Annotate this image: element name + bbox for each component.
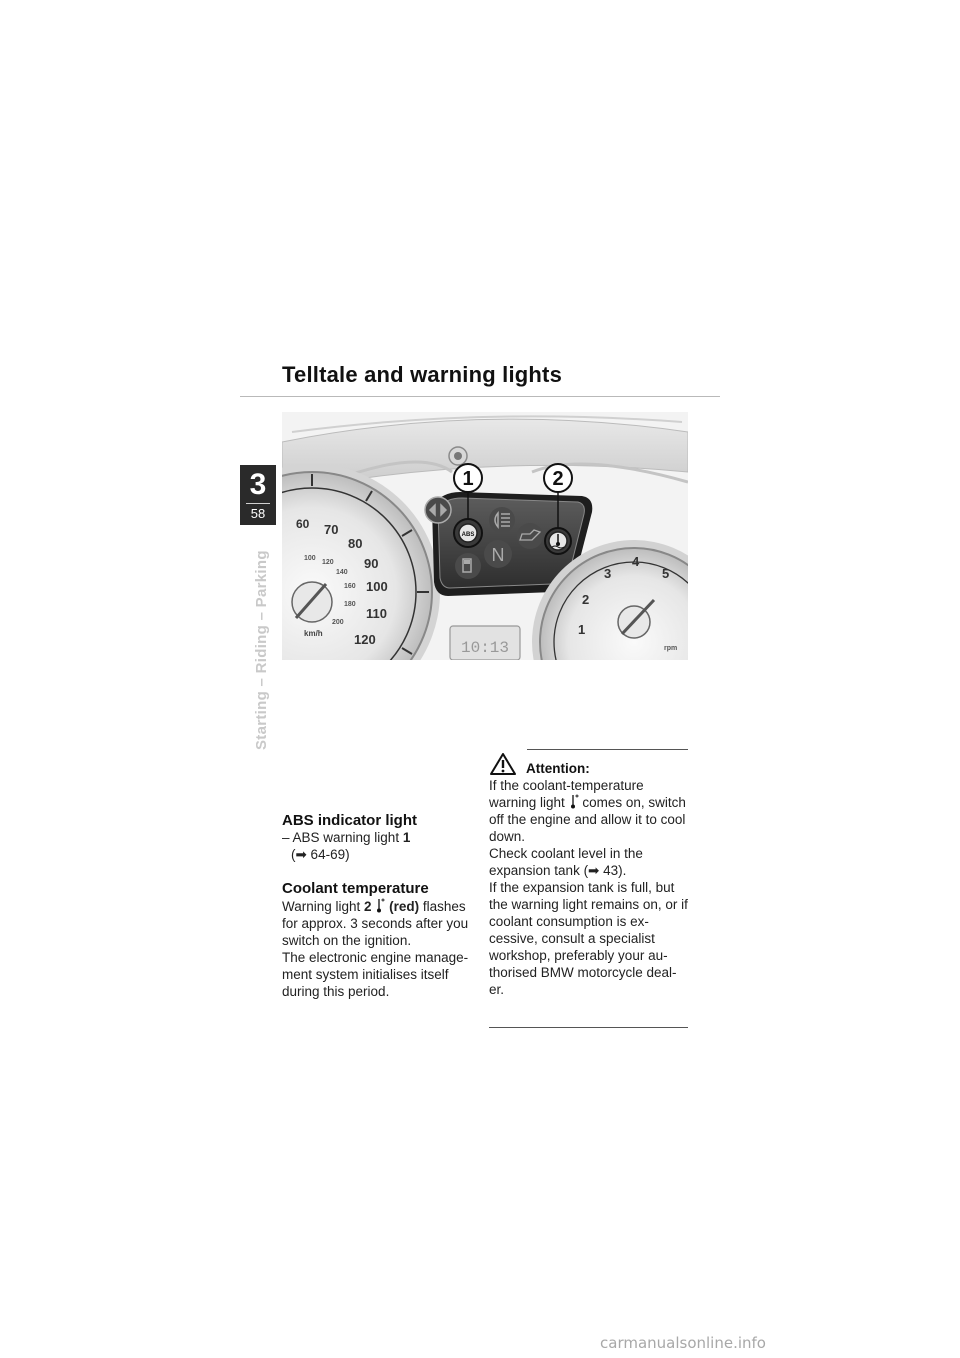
tacho-label: 4: [632, 554, 640, 569]
fuel-reserve-icon: [455, 553, 481, 579]
coolant-after-red: flashes for approx. 3 seconds after you switch on the ignition.: [282, 899, 469, 948]
coolant-section-heading: Coolant temperature: [282, 880, 429, 897]
tacho-label: 5: [662, 566, 670, 581]
speedo-inner-label: 160: [344, 583, 356, 590]
speedo-label: 80: [348, 536, 363, 551]
neutral-indicator-icon: [484, 540, 512, 568]
attention-body: [489, 777, 691, 998]
attention-p1-before: If the coolant-temperature warning light: [489, 778, 644, 810]
tacho-unit: rpm: [664, 645, 678, 652]
turn-signal-icon: [425, 497, 451, 523]
attention-p2: Check coolant level in the expansion tank (➡ 43).: [489, 846, 643, 878]
title-divider: [240, 396, 720, 397]
page-title: Telltale and warning lights: [282, 362, 563, 387]
attention-top-rule: [527, 749, 688, 750]
oil-pressure-icon: [517, 523, 543, 549]
watermark: carmanualsonline.info: [600, 1334, 766, 1352]
neutral-symbol: N: [491, 545, 505, 565]
abs-indicator-icon: [454, 519, 482, 547]
tacho-label: 1: [578, 622, 586, 637]
speedo-unit: km/h: [304, 629, 323, 638]
instrument-cluster-figure: [282, 412, 688, 660]
coolant-section-body: [282, 898, 478, 1000]
svg-text:2: 2: [552, 468, 564, 490]
speedo-label: 100: [366, 579, 388, 594]
coolant-red-label: (red): [389, 899, 420, 914]
warning-triangle-icon: [489, 752, 517, 776]
callout-2: [544, 464, 572, 492]
speedo-inner-label: 140: [336, 569, 348, 576]
odometer-display: 10:13: [460, 639, 510, 657]
speedo-label: 110: [366, 606, 387, 621]
thermometer-icon: [569, 794, 579, 810]
coolant-ref: 2: [364, 899, 372, 914]
speedo-label: 90: [364, 556, 379, 571]
chapter-tab-divider: [246, 503, 270, 504]
svg-text:1: 1: [462, 468, 474, 490]
attention-bottom-rule: [489, 1027, 688, 1028]
abs-item-text: – ABS warning light: [282, 830, 403, 845]
page-number: 58: [250, 506, 266, 521]
abs-symbol: ABS: [461, 532, 475, 538]
tacho-label: 2: [582, 592, 590, 607]
abs-item-ref: 1: [402, 830, 411, 845]
coolant-para2: The electronic engine manage-ment system initialises itself during this period.: [282, 950, 469, 999]
speedo-label: 120: [354, 632, 376, 647]
abs-section-item: [282, 829, 472, 863]
abs-section-heading: ABS indicator light: [282, 812, 417, 829]
speedo-inner-label: 120: [322, 559, 334, 566]
speedo-inner-label: 100: [304, 555, 316, 562]
coolant-temperature-icon: [545, 528, 571, 554]
attention-p3: If the expansion tank is full, but the warning light remains on, or if coolant consumption is ex-cessive, consult a specialist workshop, preferably your au-thorised BMW motorcycle deal-er.: [489, 880, 688, 997]
attention-p1-after: comes on, switch off the engine and allow it to cool down.: [489, 795, 686, 844]
high-beam-icon: [489, 507, 515, 533]
chapter-number: 3: [249, 468, 267, 501]
chapter-side-title: Starting – Riding – Parking: [253, 550, 270, 750]
speedo-label: 70: [324, 522, 339, 537]
coolant-prefix: Warning light: [282, 899, 365, 914]
attention-title: Attention:: [526, 761, 590, 776]
callout-1: [454, 464, 482, 492]
speedo-inner-label: 200: [332, 619, 344, 626]
abs-item-page-ref: (➡ 64-69): [291, 847, 350, 862]
thermometer-icon: [375, 898, 385, 914]
speedo-label: 60: [296, 517, 310, 531]
speedo-inner-label: 180: [344, 601, 356, 608]
tacho-label: 3: [604, 566, 612, 581]
